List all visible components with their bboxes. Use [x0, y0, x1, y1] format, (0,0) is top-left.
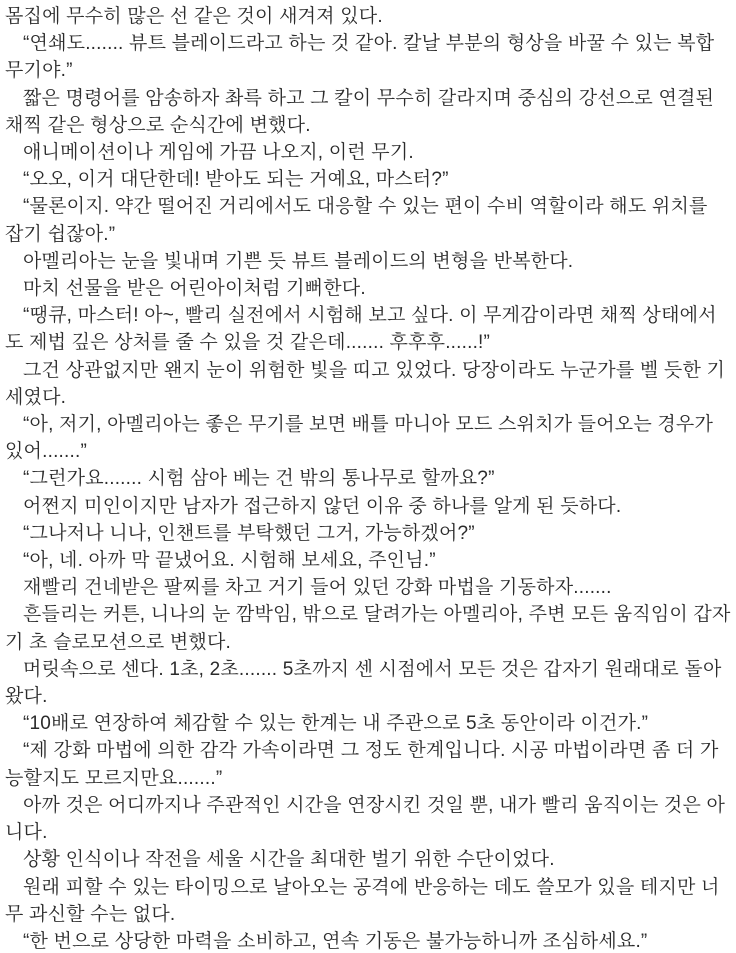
paragraph: “한 번으로 상당한 마력을 소비하고, 연속 기동은 불가능하니까 조심하세요.” — [23, 930, 648, 952]
paragraph: 마치 선물을 받은 어린아이처럼 기뻐한다. — [23, 278, 366, 300]
paragraph: “10배로 연장하여 체감할 수 있는 한계는 내 주관으로 5초 동안이라 이건가.” — [23, 713, 649, 735]
paragraph: “그런가요....... 시험 삼아 베는 건 밖의 통나무로 할까요?” — [23, 468, 495, 490]
paragraph: 그건 상관없지만 왠지 눈이 위험한 빛을 띠고 있었다. 당장이라도 누군가를 벨 듯한 기세였다. — [5, 359, 726, 408]
paragraph: “아, 네. 아까 막 끝냈어요. 시험해 보세요, 주인님.” — [23, 550, 436, 572]
paragraph: 머릿속으로 센다. 1초, 2초....... 5초까지 센 시점에서 모든 것은 갑자기 원래대로 돌아왔다. — [5, 658, 722, 708]
paragraph: “물론이지. 약간 떨어진 거리에서도 대응할 수 있는 편이 수비 역할이라 해도 위치를 잡기 쉽잖아.” — [5, 196, 708, 245]
novel-text-body — [5, 3, 731, 953]
paragraph: “연쇄도....... 뷰트 블레이드라고 하는 것 같아. 칼날 부분의 형상을 바꿀 수 있는 복합 무기야.” — [5, 33, 715, 82]
paragraph: 짧은 명령어를 암송하자 촤륵 하고 그 칼이 무수히 갈라지며 중심의 강선으로 연결된 채찍 같은 형상으로 순식간에 변했다. — [5, 87, 715, 136]
paragraph: 재빨리 건네받은 팔찌를 차고 거기 들어 있던 강화 마법을 기동하자....... — [23, 577, 612, 599]
paragraph: “제 강화 마법에 의한 감각 가속이라면 그 정도 한계입니다. 시공 마법이라면 좀 더 가능할지도 모르지만요.......” — [5, 740, 719, 789]
paragraph: “오오, 이거 대단한데! 받아도 되는 거예요, 마스터?” — [23, 169, 449, 191]
paragraph: 애니메이션이나 게임에 가끔 나오지, 이런 무기. — [23, 142, 414, 164]
paragraph: 원래 피할 수 있는 타이밍으로 날아오는 공격에 반응하는 데도 쓸모가 있을 테지만 너무 과신할 수는 없다. — [5, 876, 720, 925]
paragraph: 어쩐지 미인이지만 남자가 접근하지 않던 이유 중 하나를 알게 된 듯하다. — [23, 495, 622, 517]
paragraph: “그나저나 니나, 인챈트를 부탁했던 그거, 가능하겠어?” — [23, 522, 475, 544]
paragraph: 아까 것은 어디까지나 주관적인 시간을 연장시킨 것일 뿐, 내가 빨리 움직이는 것은 아니다. — [5, 794, 726, 844]
paragraph: “땡큐, 마스터! 아~, 빨리 실전에서 시험해 보고 싶다. 이 무게감이라면 채찍 상태에서도 제법 깊은 상처를 줄 수 있을 것 같은데....... 후후후......!” — [5, 305, 717, 354]
paragraph: 상황 인식이나 작전을 세울 시간을 최대한 벌기 위한 수단이었다. — [23, 849, 555, 871]
paragraph: 몸집에 무수히 많은 선 같은 것이 새겨져 있다. — [5, 6, 383, 27]
paragraph: 흔들리는 커튼, 니나의 눈 깜박임, 밖으로 달려가는 아멜리아, 주변 모든 움직임이 갑자기 초 슬로모션으로 변했다. — [5, 604, 731, 653]
paragraph: “아, 저기, 아멜리아는 좋은 무기를 보면 배틀 마니아 모드 스위치가 들어오는 경우가 있어.......” — [5, 414, 714, 463]
paragraph: 아멜리아는 눈을 빛내며 기쁜 듯 뷰트 블레이드의 변형을 반복한다. — [23, 250, 574, 272]
